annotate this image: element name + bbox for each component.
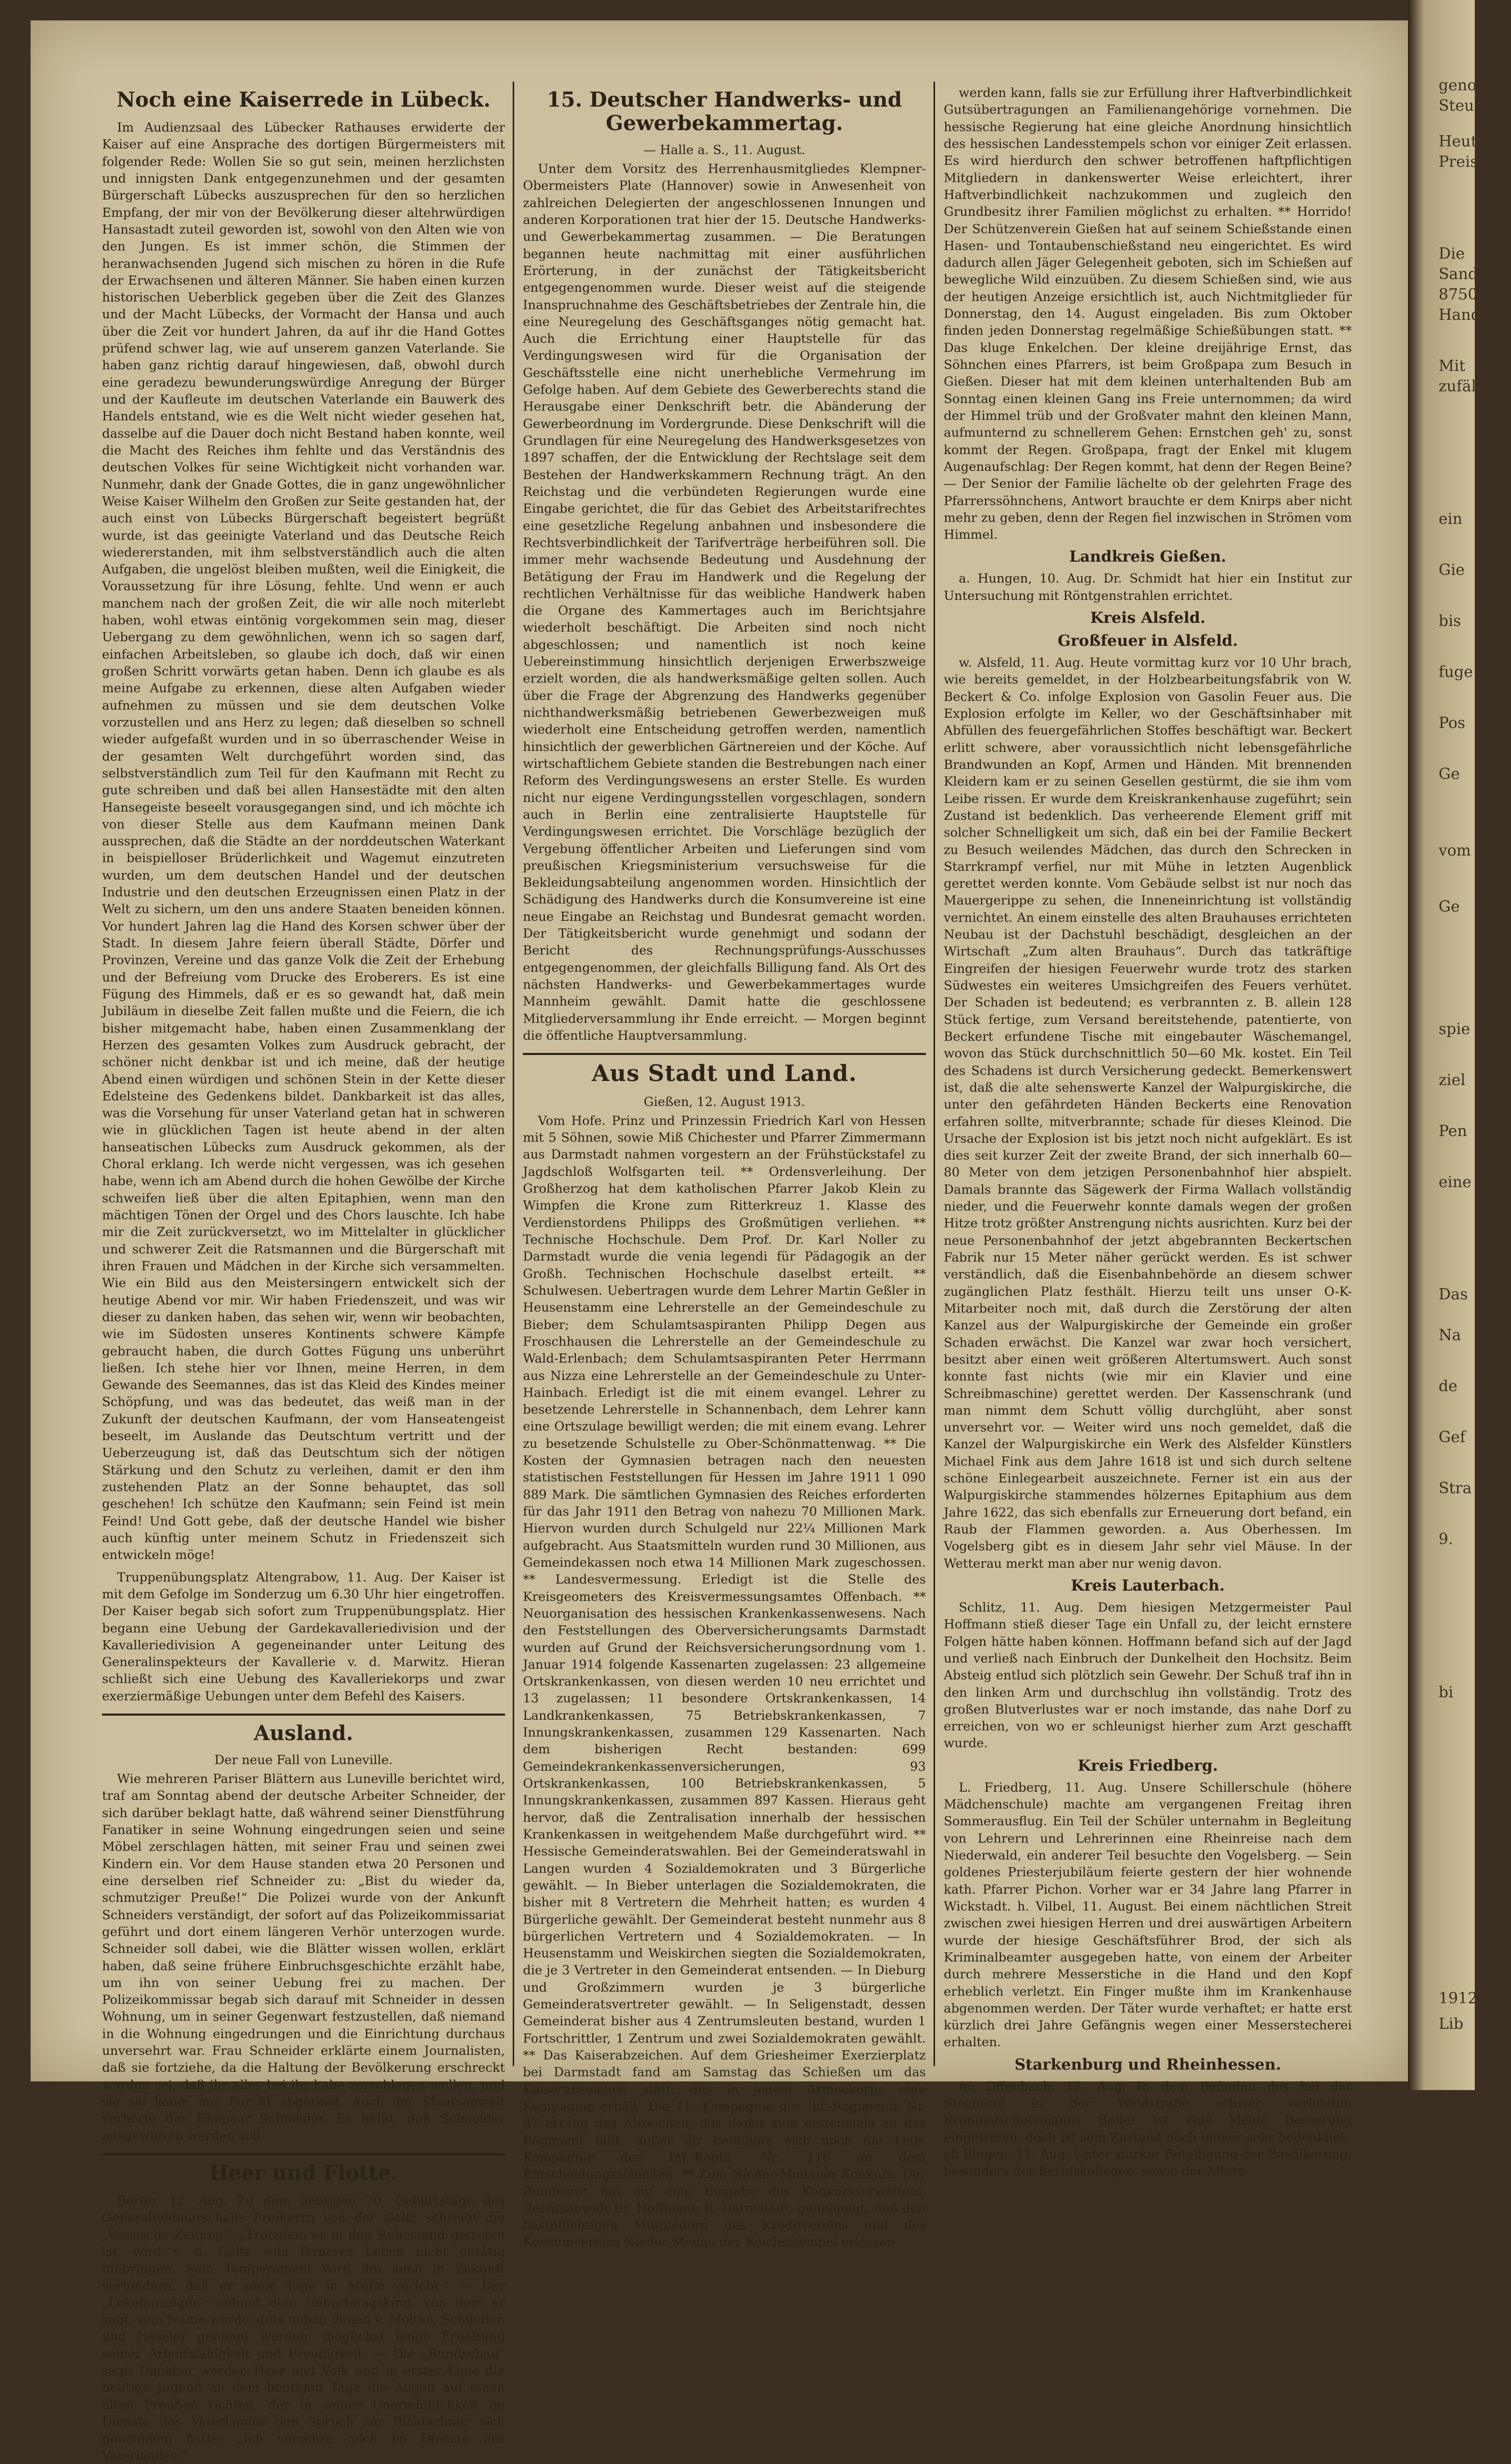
region-heading: Kreis Lauterbach. bbox=[1071, 1576, 1225, 1595]
fragment: 1912 bbox=[1439, 1990, 1478, 2007]
article-body: L. Friedberg, 11. Aug. Unsere Schillerschule (höhere Mädchenschule) machte am vergangenen Freitag ihren Sommerausflug. Ein Teil der Schüler unternahm in Begleitung von Lehrern und Lehrerinnen eine Rheinreise nach dem Niederwald, ein anderer Teil besuchte den Vogelsberg. — Sein goldenes Priesterjubiläum feierte gestern der hier wohnende kath. Pfarrer Pichon. Vorher war er 34 Jahre lang Pfarrer in Wickstadt. h. Vilbel, 11. August. Bei einem nächtlichen Streit zwischen zwei hiesigen Herren und drei auswärtigen Arbeitern wurde der hiesige Geschäftsführer Brod, der sich als Kriminalbeamter ausgegeben hatte, von einem der Arbeiter durch mehrere Messerstiche in die Hand und den Kopf erheblich verletzt. Ein Finger mußte ihm im Krankenhause abgenommen werden. Der Täter wurde verhaftet; er hatte erst kürzlich drei Jahre Gefängnis wegen einer Messerstecherei erhalten. bbox=[944, 1779, 1352, 2050]
headline: Noch eine Kaiserrede in Lübeck. bbox=[116, 88, 491, 112]
region-heading: Kreis Alsfeld. bbox=[1090, 609, 1206, 627]
article-kaiserrede bbox=[102, 88, 505, 1564]
article-body: Im Audienzsaal des Lübecker Rathauses erwiderte der Kaiser auf eine Ansprache des dortigen Bürgermeisters mit folgender Rede: Wollen Sie so gut sein, meinen herzlichsten und innigsten Dank entgegenzunehmen und der gesamten Bürgerschaft Lübecks auszusprechen für den so herzlichen Empfang, der mir von der Bevölkerung dieser altehrwürdigen Hansastadt zuteil geworden ist, sowohl von den Alten wie von den Jungen. Es ist immer schön, die Stimmen der heranwachsenden Jugend sich mischen zu hören in die Rufe der Erwachsenen und älteren Männer. Sie haben einen kurzen historischen Ueberblick gegeben über die Zeit des Glanzes und der Macht Lübecks, der Vormacht der Hansa und auch über die Zeit vor hundert Jahren, da auf ihr die Hand Gottes prüfend schwer lag, wie auf unserem ganzen Vaterlande. Sie haben ganz richtig darauf hingewiesen, daß, obwohl durch eine geradezu bewunderungswürdige Anregung der Bürger und der Kaufleute im deutschen Vaterlande ein Bauwerk des Handels entstand, wie es die Welt nicht wieder gesehen hat, dasselbe auf die Dauer doch nicht Bestand haben konnte, weil die Macht des Reiches ihm fehlte und das Verständnis des deutschen Volkes für seine Wichtigkeit nicht vorhanden war. Nunmehr, dank der Gnade Gottes, die in ganz ungewöhnlicher Weise Kaiser Wilhelm den Großen zur Seite gestanden hat, der auch einst von Lübecks Bürgerschaft begeistert begrüßt wurde, ist das geeinigte Vaterland und das Deutsche Reich wiedererstanden, mit ihm selbstverständlich auch die alten Aufgaben, die ungelöst bleiben mußten, weil die Einigkeit, die Voraussetzung für ihre Lösung, fehlte. Und wenn er auch manchem nach der großen Zeit, die wir alle noch miterlebt haben, wohl etwas eintönig vorgekommen sein mag, dieser Uebergang zu dem gewöhnlichen, wenn ich so sagen darf, einfachen Arbeitsleben, so glaube ich doch, daß wir einen großen Schritt vorwärts getan haben. Denn ich glaube es als meine Aufgabe zu erkennen, diese alten Aufgaben wieder aufnehmen zu müssen und sie dem deutschen Volke vorzustellen und ans Herz zu legen; daß dieselben so schnell wieder aufgefaßt wurden und in so überraschender Weise in der gesamten Welt durchgeführt worden sind, das selbstverständlich zum Teil für den Kaufmann mit Recht zu gute schreiben und daß bei allen Hansestädte mit den alten Hansegeiste beseelt vorausgegangen sind, und ich möchte ich von dieser Stelle aus dem Kaufmann meinen Dank aussprechen, daß die Städte an der norddeutschen Waterkant in beispielloser Brüderlichkeit und Wagemut einzutreten wurden, um dem deutschen Handel und der deutschen Industrie und den deutschen Erzeugnissen einen Platz in der Welt zu sichern, um den uns andere Staaten beneiden können. Vor hundert Jahren lag die Hand des Korsen schwer über der Stadt. In diesem Jahre feiern überall Städte, Dörfer und Provinzen, Vereine und das ganze Volk die Zeit der Erhebung und der Befreiung vom Drucke des Eroberers. Es ist eine Fügung des Himmels, daß er es so gewandt hat, daß mein Jubiläum in dieselbe Zeit fallen mußte und die Feiern, die ich bisher mitgemacht habe, haben einen Zusammenklang der Herzen des gesamten Volkes zum Ausdruck gebracht, der schöner nicht denkbar ist und ich meine, daß der heutige Abend einen würdigen und schönen Stein in der Kette dieser Edelsteine des Gedenkens bildet. Dankbarkeit ist das alles, was die Vorsehung für unser Vaterland getan hat in schweren wie in glücklichen Tagen ist heute abend in der alten hanseatischen Lübecks zum Ausdruck gekommen, als der Choral erklang. Ich werde nicht vergessen, was ich gesehen habe, wenn ich am Abend durch die hohen Gewölbe der Kirche schweifen ließ über die alten Epitaphien, wenn man den mächtigen Tönen der Orgel und des Chors lauschte. Ich habe mir die Zeit zurückversetzt, wo im Mittelalter in glücklicher und schwerer Zeit die Ratsmannen und die Bürgerschaft mit ihren Frauen und Mädchen in der Kirche sich versammelten. Wie ein Bild aus den Meistersingern entwickelt sich der heutige Abend vor mir. Wir haben Friedenszeit, und was wir dieser zu danken haben, das sehen wir, wenn wir beobachten, wie im Südosten unseres Kontinents schwere Kämpfe gebraucht haben, die durch Gottes Fügung uns unberührt ließen. Ich stehe hier vor Ihnen, meine Herren, in dem Gewande des Seemannes, das ist das Kleid des Kindes meiner Schöpfung, und was das bedeutet, das weiß man in der Zukunft der deutschen Kaufmann, der vom Hanseatengeist beseelt, im Auslande das Deutschtum vertritt und der Ueberzeugung ist, daß das Deutschtum sich der nötigen Stärkung und den Schutz zu verleihen, damit er den ihm zustehenden Platz an der Sonne behauptet, das soll geschehen! Ich schütze den Kaufmann; sein Feind ist mein Feind! Und Gott gebe, daß der deutsche Handel wie bisher auch künftig unter meinem Schutz in Friedenszeit sich entwickeln möge! bbox=[102, 120, 505, 1563]
fragment: Mit bbox=[1439, 357, 1466, 375]
fragment: ziel bbox=[1439, 1071, 1466, 1089]
section-kreis-friedberg bbox=[944, 1757, 1352, 2051]
fragment: Pos bbox=[1439, 714, 1466, 732]
neighbor-page-edge bbox=[1408, 0, 1511, 2090]
section-stadt-und-land bbox=[523, 1061, 926, 2251]
fragment: Ge bbox=[1439, 765, 1460, 783]
article-body: Vom Hofe. Prinz und Prinzessin Friedrich Karl von Hessen mit 5 Söhnen, sowie Miß Chichester und Pfarrer Zimmermann aus Darmstadt nahmen vorgestern an der Frühstückstafel zu Jagdschloß Wolfsgarten teil. ** Ordensverleihung. Der Großherzog hat dem katholischen Pfarrer Jakob Klein zu Wimpfen die Krone zum Ritterkreuz 1. Klasse des Verdienstordens Philipps des Großmütigen verliehen. ** Technische Hochschule. Dem Prof. Dr. Karl Noller zu Darmstadt wurde die venia legendi für Pädagogik an der Großh. Technischen Hochschule daselbst erteilt. ** Schulwesen. Uebertragen wurde dem Lehrer Martin Geßler in Heusenstamm eine Lehrerstelle an der Gemeindeschule zu Bieber; dem Schulamtsaspiranten Philipp Degen aus Froschhausen die Lehrerstelle an der Gemeindeschule zu Wald-Erlenbach; dem Schulamtsaspiranten Peter Herrmann aus Nizza eine Lehrerstelle an der Gemeindeschule zu Unter-Hainbach. Erledigt ist die mit einem evangel. Lehrer zu besetzende Lehrerstelle in Schannenbach, dem Lehrer kann eine Ortszulage bewilligt werden; die mit einem evang. Lehrer zu besetzende Schulstelle zu Ober-Schönmattenwag. ** Die Kosten der Gymnasien betragen nach den neuesten statistischen Feststellungen für Hessen im Jahre 1911 1 090 889 Mark. Die sämtlichen Gymnasien des Reiches erforderten für das Jahr 1911 den Betrag von nahezu 70 Millionen Mark. Hiervon wurden durch Schulgeld nur 22¼ Millionen Mark aufgebracht. Aus Staatsmitteln wurden rund 30 Millionen, aus Gemeindekassen noch etwa 14 Millionen Mark zugeschossen. ** Landesvermessung. Erledigt ist die Stelle des Kreisgeometers des Kreisvermessungsamtes Offenbach. ** Neuorganisation des hessischen Krankenkassenwesens. Nach den Feststellungen des Oberversicherungsamts Darmstadt wurden auf Grund der Reichsversicherungsordnung vom 1. Januar 1914 folgende Kassenarten zugelassen: 23 allgemeine Ortskrankenkassen, von diesen werden 10 neu errichtet und 13 zugelassen; 11 besondere Ortskrankenkassen, 14 Landkrankenkassen, 75 Betriebskrankenkassen, 7 Innungskrankenkassen, zusammen 129 Kassenarten. Nach dem bisherigen Recht bestanden: 699 Gemeindekrankenkassenversicherungen, 93 Ortskrankenkassen, 100 Betriebskrankenkassen, 5 Innungskrankenkassen, zusammen 897 Kassen. Hieraus geht hervor, daß die Zentralisation innerhalb der hessischen Krankenkassen in weitgehendem Maße durchgeführt wird. ** Hessische Gemeinderatswahlen. Bei der Gemeinderatswahl in Langen wurden 4 Sozialdemokraten und 3 Bürgerliche gewählt. — In Bieber unterlagen die Sozialdemokraten, die bisher mit 8 Vertretern die Mehrheit hatten; es wurden 4 Bürgerliche gewählt. Der Gemeinderat besteht nunmehr aus 8 bürgerlichen Vertretern und 4 Sozialdemokraten. — In Heusenstamm und Weiskirchen siegten die Sozialdemokraten, die je 3 Vertreter in den Gemeinderat entsenden. — In Dieburg und Großzimmern wurden je 3 bürgerliche Gemeinderatsvertreter gewählt. — In Seligenstadt, dessen Gemeinderat bisher aus 4 Zentrumsleuten bestand, wurden 1 Fortschrittler, 1 Zentrum und zwei Sozialdemokraten gewählt. ** Das Kaiserabzeichen. Auf dem Griesheimer Exerzierplatz bei Darmstadt fand am Samstag das Schießen um das Kaiserabzeichen statt, das in jedem Armeekorps eine Kompagnie erhält. Die 11. Kompagnie des Inf.-Regiments Nr. 87 errang das Abzeichen, das damit zum erstenmale an das Regiment fällt; außer ihr beteiligte sich noch die Leib-Kompagnie des Inf.-Regts. Nr. 116 an dem Entscheidungsschießen. ** Zum Nieder-Modauer Konkurs. Der Bundesrat hat auf eine Eingabe des Konkursverwalters, Rechtsanwalt Dr. Hoffmann II.-Darmstadt, genehmigt, daß den hastpflichtigen Mitgliedern des Kreditvereins und des Konsumvereins Nieder-Modau der Reichsstempel erlassen bbox=[523, 1113, 926, 2250]
fragment: Lib bbox=[1439, 2015, 1464, 2033]
article-body: werden kann, falls sie zur Erfüllung ihrer Haftverbindlichkeit Gutsübertragungen an Familienangehörige vornehmen. Die hessische Regierung hat eine gleiche Anordnung hinsichtlich des hessischen Landesstempels schon vor einiger Zeit erlassen. Es wird hierdurch den schwer betroffenen haftpflichtigen Mitgliedern in dankenswerter Weise erleichtert, ihrer Haftverbindlichkeit nachzukommen und zugleich den Grundbesitz ihrer Familien möglichst zu erhalten. ** Horrido! Der Schützenverein Gießen hat auf seinem Schießstande einen Hasen- und Tontaubenschießstand neu eingerichtet. Es wird dadurch allen Jäger Gelegenheit geboten, sich im Schießen auf bewegliche Wild einzuüben. Zu diesem Schießen sind, wie aus der heutigen Anzeige ersichtlich ist, auch Nichtmitglieder für Donnerstag, den 14. August eingeladen. Bis zum Oktober finden jeden Donnerstag regelmäßige Schießübungen statt. ** Das kluge Enkelchen. Der kleine dreijährige Ernst, das Söhnchen eines Pfarrers, ist beim Großpapa zum Besuch in Gießen. Dieser hat mit dem kleinen unterhaltenden Bub am Sonntag einen kleinen Gang ins Freie unternommen; da wird der Himmel trüb und der Großvater mahnt den kleinen Mann, aufmunternd zu schnellerem Gehen: Ernstchen geh' zu, sonst kommt der Regen. Großpapa, fragt der Enkel mit klugem Augenaufschlag: Der Regen kommt, hat denn der Regen Beine? — Der Senior der Familie lächelte ob der gelehrten Frage des Pfarrerssöhnchens, Antwort brauchte er dem Knirps aber nicht mehr zu geben, denn der Regen fiel inzwischen in Strömen vom Himmel. bbox=[944, 85, 1352, 542]
section-rule bbox=[523, 1053, 926, 1055]
article-body: Schlitz, 11. Aug. Dem hiesigen Metzgermeister Paul Hoffmann stieß dieser Tage ein Unfall zu, der leicht ernstere Folgen hätte haben können. Hoffmann befand sich auf der Jagd und verließ nach Einbruch der Dunkelheit den Hochsitz. Beim Absteig entlud sich plötzlich sein Gewehr. Der Schuß traf ihn in den linken Arm und durchschlug ihn vollständig. Trotz des großen Blutverlustes war er noch imstande, das nahe Dorf zu erreichen, von wo er schleunigst hierher zum Arzt geschafft wurde. bbox=[944, 1599, 1352, 1751]
column-rule bbox=[513, 82, 514, 2066]
fragment: bis bbox=[1439, 612, 1462, 630]
dateline: — Halle a. S., 11. August. bbox=[643, 142, 805, 157]
article-body: w. Alsfeld, 11. Aug. Heute vormittag kurz vor 10 Uhr brach, wie bereits gemeldet, in der Holzbearbeitungsfabrik von W. Beckert & Co. infolge Explosion von Gasolin Feuer aus. Die Explosion erfolgte im Keller, wo der Geschäftsinhaber mit Abfüllen des feuergefährlichen Stoffes beschäftigt war. Beckert erlitt schwere, aber voraussichtlich nicht lebensgefährliche Brandwunden an Kopf, Armen und Händen. Mit brennenden Kleidern kam er zu seinen Gesellen gestürmt, die sie ihm vom Leibe rissen. Er wurde dem Kreiskrankenhause zugeführt; sein Zustand ist bedenklich. Das verheerende Element griff mit solcher Schnelligkeit um sich, daß ein bei der Familie Beckert zu Besuch weilendes Mädchen, das durch den Schrecken in Starrkrampf verfiel, nur mit Mühe in letzten Augenblick gerettet werden konnte. Vom Gebäude selbst ist nur noch das Mauergerippe zu sehen, die Inneneinrichtung ist vollständig vernichtet. An einem einstelle des alten Brauhauses errichteten Neubau ist der Dachstuhl beschädigt, desgleichen an der Wirtschaft „Zum alten Brauhaus“. Durch das tatkräftige Eingreifen der hiesigen Feuerwehr wurde trotz des starken Südwestes ein weiteres Umsichgreifen des Feuers verhütet. Der Schaden ist bedeutend; es verbrannten z. B. allein 128 Stück fertige, zum Versand bereitstehende, patentierte, von Beckert erfundene Tische mit eingebauter Wäschemangel, wovon das Stück durchschnittlich 50—60 Mk. kostet. Ein Teil des Schadens ist durch Versicherung gedeckt. Bemerkenswert ist, daß die alte sehenswerte Kanzel der Walpurgiskirche, die unter den gefährdeten Händen Beckerts eine Renovation erfahren sollte, mitverbrannte; schade für dieses Kleinod. Die Ursache der Explosion ist bis jetzt noch nicht aufgeklärt. Es ist dies seit kurzer Zeit der zweite Brand, der sich innerhalb 60—80 Meter von dem jetzigen Personenbahnhof hier abspielt. Damals brannte das Sägewerk der Firma Wallach vollständig nieder, und die Feuerwehr konnte damals wegen der großen Hitze trotz größter Anstrengung nichts ausrichten. Kurz bei der neue Personenbahnhof der jetzt abgebrannten Beckertschen Fabrik nur 15 Meter näher gerückt werden. Es ist schwer verständlich, daß die Eisenbahnbehörde an diesem schwer zugänglichen Platz festhält. Hierzu teilt uns unser O-K-Mitarbeiter noch mit, daß durch die Zerstörung der alten Kanzel aus der Walpurgiskirche der Gemeinde ein großer Schaden erwächst. Die Kanzel war zwar hoch versichert, besitzt aber einen weit größeren Altertumswert. Auch sonst konnte fast nichts (wie mir ein Klavier und eine Schreibmaschine) gerettet werden. Der Kassenschrank (und man nimmt dem Schutt völlig durchglüht, aber sonst unversehrt vor. — Weiter wird uns noch gemeldet, daß die Kanzel der Walpurgiskirche ein Werk des Alsfelder Künstlers Michael Fink aus dem Jahre 1618 ist und sich durch seltene schöne Einlegearbeit auszeichnete. Ferner ist ein aus der Walpurgiskirche stammendes hölzernes Epitaphium aus dem Jahre 1622, das sich ebenfalls zur Erneuerung dort befand, ein Raub der Flammen geworden. a. Aus Oberhessen. Im Vogelsberg gibt es in diesem Jahr sehr viel Mäuse. In der Wetterau merkt man aber nur wenig davon. bbox=[944, 655, 1352, 1571]
article-body: Unter dem Vorsitz des Herrenhausmitgliedes Klempner-Obermeisters Plate (Hannover) sowie in Anwesenheit von zahlreichen Delegierten der angeschlossenen Innungen und anderen Korporationen trat hier der 15. Deutsche Handwerks- und Gewerbekammertag zusammen. — Die Beratungen begannen heute nachmittag mit einer ausführlichen Erörterung, in der zunächst der Tätigkeitsbericht entgegengenommen wurde. Dieser weist auf die steigende Inanspruchnahme des Geschäftsbetriebes der Zentrale hin, die eine Neuregelung des Geschäftsganges nötig gemacht hat. Auch die Errichtung einer Hauptstelle für das Verdingungswesen wird für die Organisation der Geschäftsstelle eine nicht unerhebliche Vermehrung im Gefolge haben. Auf dem Gebiete des Gewerberechts stand die Herausgabe einer Denkschrift betr. die Abänderung der Gewerbeordnung im Vordergrunde. Diese Denkschrift will die Grundlagen für eine Neuregelung des Handwerksgesetzes von 1897 schaffen, der die Entwicklung der Rechtslage seit dem Bestehen der Handwerkskammern Rechnung trägt. An den Reichstag und die verbündeten Regierungen wurde eine Eingabe gerichtet, die für das Gebiet des Arbeitstarifrechtes eine gesetzliche Regelung anbahnen und insbesondere die Rechtsverbindlichkeit der Tarifverträge herbeiführen soll. Die immer mehr wachsende Bedeutung und Ausdehnung der Betätigung der Frau im Handwerk und die Regelung der rechtlichen Verhältnisse für das weibliche Handwerk haben die Organe des Kammertages auch im Berichtsjahre wiederholt beschäftigt. Die Arbeiten sind noch nicht abgeschlossen; und namentlich ist noch keine Uebereinstimmung hinsichtlich derjenigen Erwerbszweige erzielt worden, die als handwerksmäßige gelten sollen. Auch über die Frage der Abgrenzung des Handwerks gegenüber nichthandwerksmäßig betriebenen Gewerbezweigen muß wiederholt eine Entscheidung getroffen werden, namentlich hinsichtlich der gewerblichen Gärtnereien und der Köche. Auf wirtschaftlichem Gebiete standen die Bestrebungen nach einer Reform des Verdingungswesens an erster Stelle. Es wurden nicht nur eigene Verdingungsstellen vorgeschlagen, sondern auch in Berlin eine zentralisierte Hauptstelle für Verdingungswesen errichtet. Die Vorschläge bezüglich der Vergebung öffentlicher Arbeiten und Lieferungen sind vom preußischen Kriegsministerium versuchsweise für die Bekleidungsabteilung angenommen worden. Hinsichtlich der Schädigung des Handwerks durch die Konsumvereine ist eine neue Eingabe an Reichstag und Bundesrat gemacht worden. Der Tätigkeitsbericht wurde genehmigt und sodann der Bericht des Rechnungsprüfungs-Ausschusses entgegengenommen, der gleichfalls Billigung fand. Als Ort des nächsten Handwerks- und Gewerbekammertages wurde Mannheim gewählt. Damit hatte die geschlossene Mitgliederversammlung ihr Ende erreicht. — Morgen beginnt die öffentliche Hauptversammlung. bbox=[523, 161, 926, 1043]
fragment: bi bbox=[1439, 1683, 1453, 1701]
fragment: Pen bbox=[1439, 1122, 1467, 1140]
fragment: Preiseu bbox=[1439, 153, 1497, 171]
section-rule bbox=[102, 1714, 505, 1716]
article-body: m. Offenbach, 12. Aug. In dem Befinden des bei der Stecherei in der Waldstraße schwer verletzten Kriminalschutzmanns Boller ist eine kleine Besserung eingetreten, doch ist sein Zustand noch immer sehr bedenklich. ch Bingen, 11. Aug. Unter starker Beteiligung der Bevölkerung, besonders der Berufskollegen, sowie der Alters- bbox=[944, 2078, 1352, 2179]
fragment: Ge bbox=[1439, 898, 1460, 916]
article-body: Wie mehreren Pariser Blättern aus Luneville berichtet wird, traf am Sonntag abend der deutsche Arbeiter Schneider, der sich darüber beklagt hatte, daß während seiner Dienstführung Fanatiker in seine Wohnung eingedrungen seien und seine Möbel zerschlagen hätten, mit seiner Frau und seinen zwei Kindern ein. Vor dem Hause standen etwa 20 Personen und eine derselben rief Schneider zu: „Bist du wieder da, schmutziger Preuße!“ Die Polizei wurde von der Ankunft Schneiders verständigt, der sofort auf das Polizeikommissariat geführt und dort einem längeren Verhör unterzogen wurde. Schneider soll dabei, wie die Blätter wissen wollen, erklärt haben, daß seine frühere Einbruchsgeschichte erzählt habe, um ihn von seiner Uebung frei zu machen. Der Polizeikommissar begab sich darauf mit Schneider in dessen Wohnung, um in seiner Gegenwart festzustellen, daß niemand in die Wohnung eingedrungen und die Einrichtung durchaus unversehrt war. Frau Schneider erklärte einem Journalisten, daß sie fortziehe, da die Haltung der Bevölkerung erschreckt worden sei, daß ihr alles bei ihr habe zerschlagen wollen, und sie sei kaum aus Furcht abgereist. Auch der Staatsanwalt verhörte das Ehepaar Schneider. Es heißt, daß Schneider ausgewiesen werden soll. bbox=[102, 1771, 505, 2143]
article-body: Truppenübungsplatz Altengrabow, 11. Aug. Der Kaiser ist mit dem Gefolge im Sonderzug um 6.30 Uhr hier eingetroffen. Der Kaiser begab sich sofort zum Truppenübungsplatz. Hier begann eine Uebung der Gardekavalleriedivision und der Kavalleriedivision A gegeneinander unter Leitung des Generalinspekteurs der Kavallerie v. d. Marwitz. Hieran schließt sich eine Uebung des Kavalleriekorps und zwar exerziermäßige Uebungen unter dem Befehl des Kaisers. bbox=[102, 1569, 505, 1703]
dateline: Gießen, 12. August 1913. bbox=[643, 1094, 805, 1109]
section-title: Heer und Flotte. bbox=[209, 2160, 398, 2185]
section-rule bbox=[102, 2153, 505, 2155]
article-body: a. Hungen, 10. Aug. Dr. Schmidt hat hier ein Institut zur Untersuchung mit Röntgenstrahlen errichtet. bbox=[944, 571, 1352, 603]
fragment: Steue bbox=[1439, 97, 1483, 115]
section-kreis-alsfeld bbox=[944, 609, 1352, 1572]
section-title: Aus Stadt und Land. bbox=[592, 1061, 857, 1087]
fragment: Sand bbox=[1439, 265, 1478, 283]
fragment: Stra bbox=[1439, 1479, 1472, 1497]
subheadline: Großfeuer in Alsfeld. bbox=[1057, 632, 1238, 650]
section-title: Ausland. bbox=[254, 1721, 354, 1746]
fragment: zufäl bbox=[1439, 378, 1476, 395]
headline: 15. Deutscher Handwerks- und Gewerbekammertag. bbox=[546, 88, 902, 135]
article-body: Berlin, 12. Aug. Zu dem heutigen 70. Geburtstage des Generalfeldmarschalls Freiherrn von der Goltz schreibt die „Vossische Zeitung“: „Trotzdem er in den Ruhestand getreten ist, wird v. d. Goltz sein ferneres Leben nicht untätig hinbringen. Sein Temperament wird ihn auch in Zukunft verhindern, daß er seine Tage in Muße verlebt.“ — Der „Lokalanzeiger“ widmet dem Geburtstagskind, von dem er sagt, sein Name werde stets neben denen v. Moltke, Schlieffen und Häseler genannt werden, möglichst lange Erhaltung seiner Arbeitsfähigkeit und Freudigkeit. — Die „Rundschau“ sagt: Dankbar werden Heer und Volk und in erster Linie die heutige Jugend an dem heutigen Tage die Augen auf einen alten Preußen richten, der in seiner Unermüdlichkeit im Dienste des Vaterlandes den Spruch zur Richtschnur sich genommen hatte: „Ich verzehre mich im Dienste des Vaterlandes.“ bbox=[102, 2193, 505, 2463]
column-1 bbox=[102, 84, 505, 2463]
fragment: de bbox=[1439, 1377, 1457, 1395]
section-ausland bbox=[102, 1722, 505, 2144]
article-truppenuebungsplatz bbox=[102, 1569, 505, 1705]
fragment: vom bbox=[1439, 842, 1471, 860]
fragment: Gie bbox=[1439, 561, 1465, 579]
fragment: Na bbox=[1439, 1326, 1462, 1344]
region-heading: Starkenburg und Rheinhessen. bbox=[1014, 2055, 1281, 2074]
fragment: Heute bbox=[1439, 133, 1487, 150]
article-continuation bbox=[944, 84, 1352, 543]
subheadline: Der neue Fall von Luneville. bbox=[214, 1752, 393, 1768]
fragment: Gef bbox=[1439, 1428, 1466, 1446]
fragment: spie bbox=[1439, 1020, 1470, 1038]
section-landkreis-giessen bbox=[944, 548, 1352, 604]
section-kreis-lauterbach bbox=[944, 1577, 1352, 1752]
article-handwerk bbox=[523, 88, 926, 1044]
column-2 bbox=[523, 84, 926, 2250]
section-heer bbox=[102, 2161, 505, 2464]
fragment: Das bbox=[1439, 1286, 1468, 1303]
fragment: 9. bbox=[1439, 1530, 1453, 1548]
fragment: Hand bbox=[1439, 306, 1481, 324]
region-heading: Kreis Friedberg. bbox=[1077, 1756, 1218, 1775]
fragment: Die bbox=[1439, 245, 1465, 263]
fragment: fuge bbox=[1439, 663, 1473, 681]
fragment: ein bbox=[1439, 510, 1463, 528]
region-heading: Landkreis Gießen. bbox=[1069, 548, 1226, 566]
column-3 bbox=[944, 84, 1352, 2179]
section-starkenburg bbox=[944, 2056, 1352, 2180]
fragment: eine bbox=[1439, 1173, 1472, 1191]
fragment: genossen bbox=[1439, 77, 1511, 94]
column-rule bbox=[934, 82, 935, 2066]
fragment: 8750 bbox=[1439, 286, 1478, 304]
